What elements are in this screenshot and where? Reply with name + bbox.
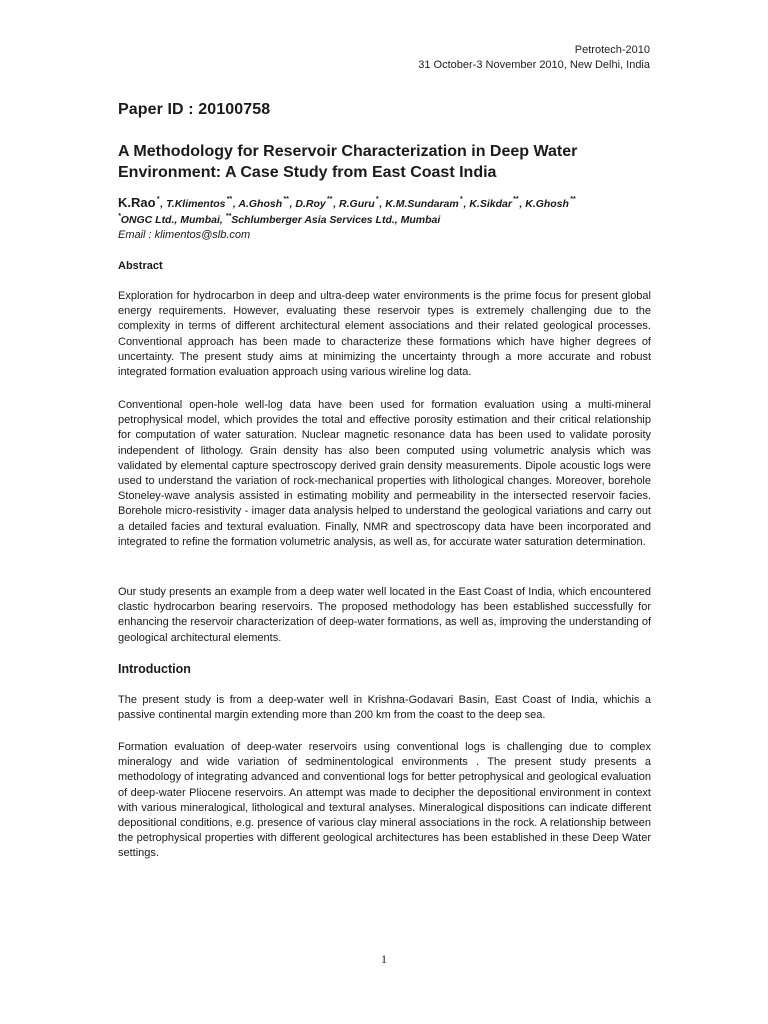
author-mark: * <box>459 196 463 203</box>
affiliations <box>118 213 440 226</box>
abstract-paragraph: Our study presents an example from a deep water well located in the East Coast of India, which encountered clastic hydrocarbon bearing reservoirs. The proposed methodology has been established successfully for enhancing the reservoir characterization of deep-water formations, as well as, improving the understanding of geological architectural elements. <box>118 586 651 644</box>
author-name: K.Ghosh <box>525 198 569 210</box>
author-separator: , <box>519 198 526 210</box>
author-mark: ** <box>512 196 519 203</box>
author-name: K.Rao <box>118 195 156 210</box>
conference-name: Petrotech-2010 <box>574 44 650 56</box>
author-name: K.M.Sundaram <box>385 198 459 210</box>
author-name: R.Guru <box>339 198 375 210</box>
author-mark: ** <box>283 196 289 203</box>
abstract-paragraph: Conventional open-hole well-log data have been used for formation evaluation using a multi-mineral petrophysical model, which provides the total and effective porosity estimation and their critical relationship for computation of water saturation. Nuclear magnetic resonance data has been used to validate porosity independent of lithology. Grain density has also been computed using volumetric analysis which was validated by elemental capture spectroscopy derived grain density measurements. Dipole acoustic logs were used to understand the variation of rock-mechanical properties with lithological changes. Moreover, borehole Stoneley-wave analysis assisted in estimating mobility and permeability in the intersected reservoir facies. Borehole micro-resistivity - imager data analysis helped to understand the geological variations and carry out a detailed facies and textural evaluation. Finally, NMR and spectroscopy data have been incorporated and integrated to refine the formation volumetric analysis, as well as, for accurate water saturation determination. <box>118 399 651 548</box>
author-list <box>118 195 576 210</box>
abstract-paragraph: Exploration for hydrocarbon in deep and ultra-deep water environments is the prime focus for present global energy requirements. However, evaluating these reservoir types is extremely challenging due to the complexity in terms of different architectural element associations and their related geological processes. Conventional approach has been made to characterize these formations which have higher degrees of uncertainty. The present study aims at minimizing the uncertainty through a more accurate and robust integrated formation evaluation approach using various wireline log data. <box>118 290 651 379</box>
conference-header <box>418 43 650 73</box>
author-separator: , <box>160 198 167 210</box>
author-separator: , <box>379 198 386 210</box>
affiliation-mark: ** <box>225 213 232 220</box>
contact-email: Email : klimentos@slb.com <box>118 229 251 241</box>
author-mark: ** <box>226 196 232 203</box>
author-mark: ** <box>326 196 333 203</box>
author-name: T.Klimentos <box>166 198 226 210</box>
paper-title: A Methodology for Reservoir Characterization in Deep Water Environment: A Case Study from East Coast India <box>118 143 578 181</box>
introduction-paragraph: Formation evaluation of deep-water reservoirs using conventional logs is challenging due to complex mineralogy and wide variation of sedminentological environments . The present study presents a methodology of integrating advanced and conventional logs for better petrophysical and geological evaluation of deep-water Pliocene reservoirs. An attempt was made to decipher the depositional environment in context with various mineralogical, lithological and textural analyses. Mineralogical dispositions can indicate different depositional conditions, e.g. presence of various clay mineral associations in the rock. A relationship between the petrophysical properties with different geological architectures has been established in these Deep Water settings. <box>118 741 651 860</box>
author-mark: * <box>156 196 160 203</box>
paper-id: Paper ID : 20100758 <box>118 101 271 118</box>
author-name: D.Roy <box>295 198 326 210</box>
abstract-heading: Abstract <box>118 260 163 272</box>
affiliation-mark: * <box>118 213 121 220</box>
affiliation-text: Schlumberger Asia Services Ltd., Mumbai <box>231 214 441 226</box>
author-mark: * <box>375 196 379 203</box>
introduction-paragraph: The present study is from a deep-water well in Krishna-Godavari Basin, East Coast of India, whichis a passive continental margin extending more than 200 km from the coast to the deep sea. <box>118 694 651 722</box>
page-number: 1 <box>381 952 387 966</box>
author-separator: , <box>232 198 239 210</box>
introduction-heading: Introduction <box>118 662 191 676</box>
author-name: A.Ghosh <box>238 198 283 210</box>
author-mark: ** <box>569 196 576 203</box>
author-name: K.Sikdar <box>469 198 512 210</box>
conference-dates: 31 October-3 November 2010, New Delhi, India <box>418 59 650 71</box>
affiliation-text: ONGC Ltd., Mumbai, <box>120 214 226 226</box>
author-separator: , <box>289 198 296 210</box>
author-separator: , <box>463 198 470 210</box>
author-separator: , <box>333 198 340 210</box>
